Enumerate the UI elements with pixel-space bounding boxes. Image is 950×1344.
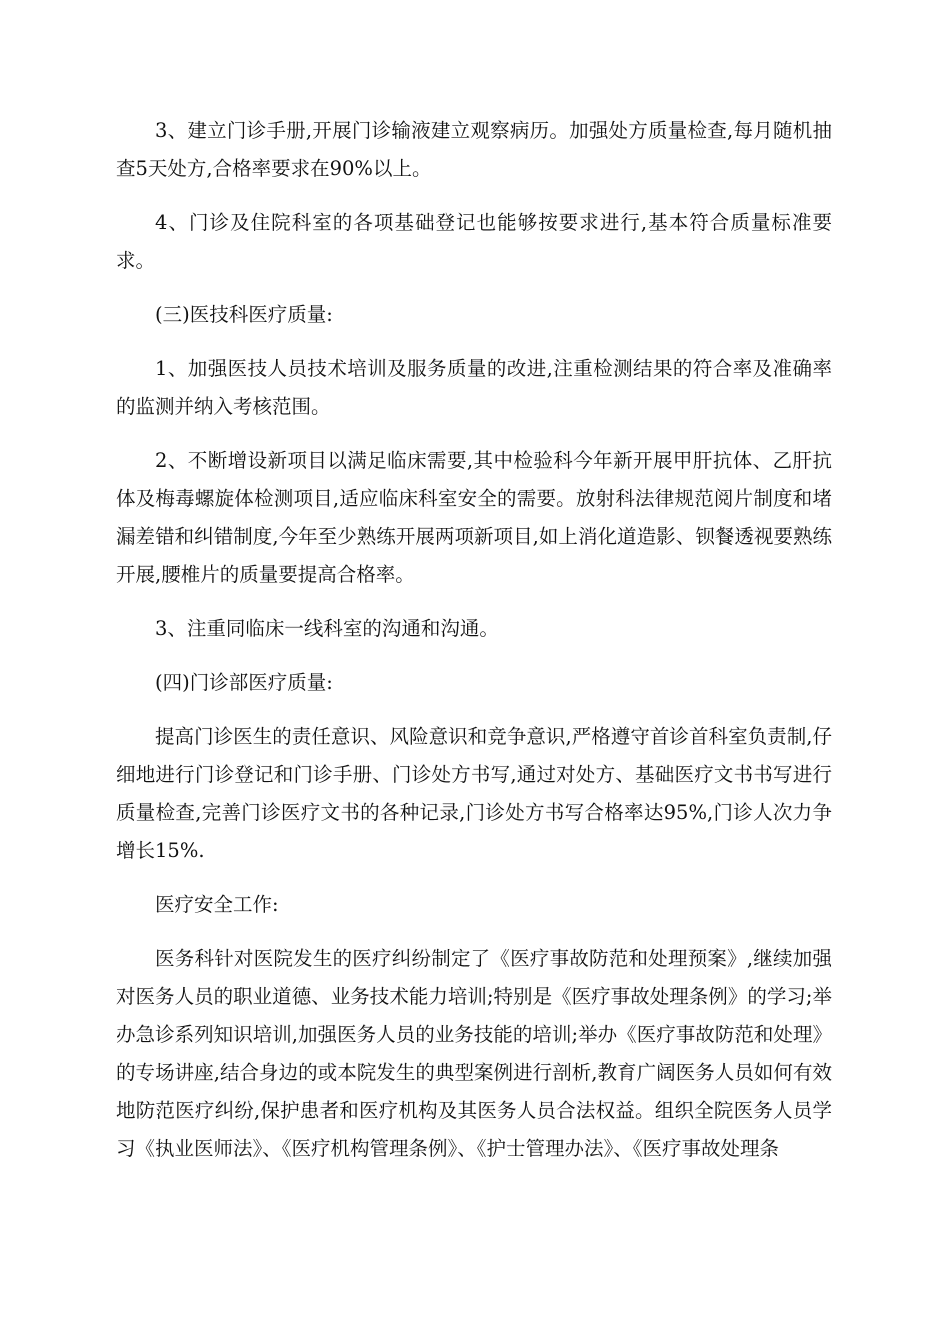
paragraph-medical-dispute-prevention: 医务科针对医院发生的医疗纠纷制定了《医疗事故防范和处理预案》,继续加强对医务人员的职业道德、业务技术能力培训;特别是《医疗事故处理条例》的学习;举办急诊系列知识培训,加强医务人员的业务技能的培训;举办《医疗事故防范和处理》的专场讲座,结合身边的或本院发生的典型案例进行剖析,教育广阔医务人员如何有效地防范医疗纠纷,保护患者和医疗机构及其医务人员合法权益。组织全院医务人员学习《执业医师法》、《医疗机构管理条例》、《护士管理办法》、《医疗事故处理条 — [116, 947, 832, 1160]
section-heading-medtech-quality: (三)医技科医疗质量: — [155, 303, 333, 326]
section-heading-medical-safety: 医疗安全工作: — [155, 893, 279, 916]
paragraph-clinical-communication: 3、注重同临床一线科室的沟通和沟通。 — [155, 617, 499, 640]
paragraph-new-projects: 2、不断增设新项目以满足临床需要,其中检验科今年新开展甲肝抗体、乙肝抗体及梅毒螺旋体检测项目,适应临床科室安全的需要。放射科法律规范阅片制度和堵漏差错和纠错制度,今年至少熟练开展两项新项目,如上消化道造影、钡餐透视要熟练开展,腰椎片的质量要提高合格率。 — [116, 449, 832, 586]
paragraph-outpatient-responsibility: 提高门诊医生的责任意识、风险意识和竞争意识,严格遵守首诊首科室负责制,仔细地进行门诊登记和门诊手册、门诊处方书写,通过对处方、基础医疗文书书写进行质量检查,完善门诊医疗文书的各种记录,门诊处方书写合格率达95%,门诊人次力争增长15%. — [116, 725, 832, 862]
section-heading-outpatient-quality: (四)门诊部医疗质量: — [155, 671, 333, 694]
paragraph-medtech-training: 1、加强医技人员技术培训及服务质量的改进,注重检测结果的符合率及准确率的监测并纳入考核范围。 — [116, 357, 832, 418]
paragraph-outpatient-manual: 3、建立门诊手册,开展门诊输液建立观察病历。加强处方质量检查,每月随机抽查5天处方,合格率要求在90%以上。 — [116, 119, 832, 180]
document-body — [116, 112, 832, 1184]
paragraph-basic-registration: 4、门诊及住院科室的各项基础登记也能够按要求进行,基本符合质量标准要求。 — [116, 211, 832, 272]
